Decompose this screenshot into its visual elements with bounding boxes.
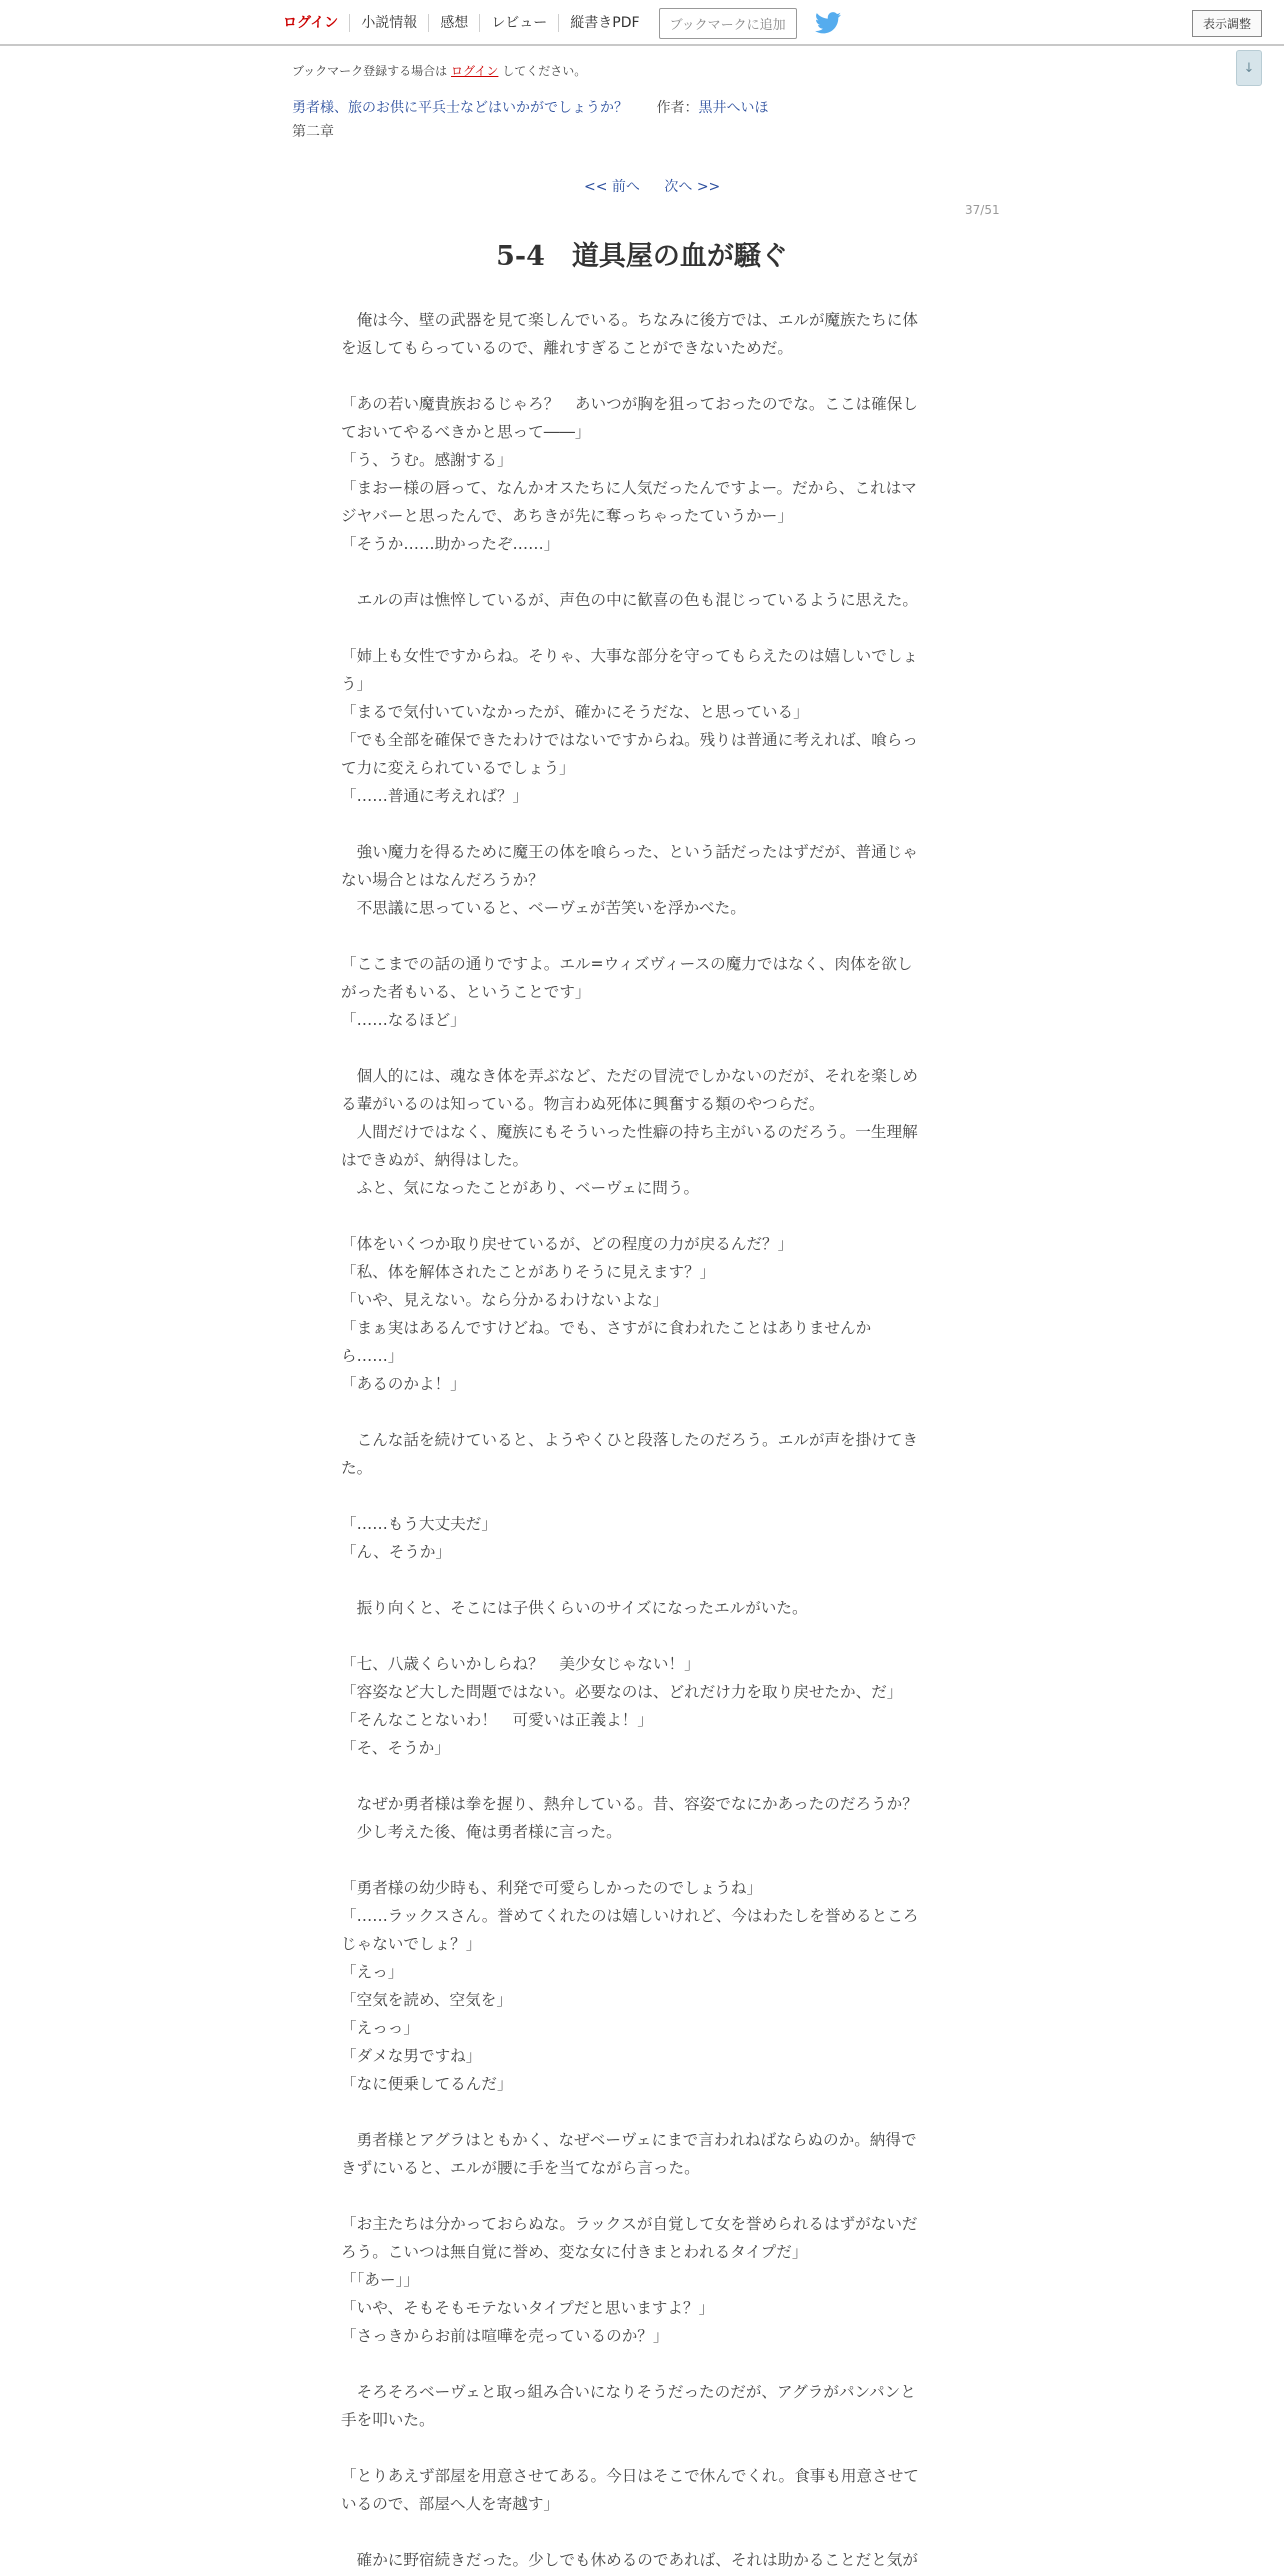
body-line: ろう。こいつは無自覚に誉め、変な女に付きまとわれるタイプだ」 [341, 2243, 808, 2261]
blank-line [341, 2434, 941, 2462]
blank-line [341, 1566, 941, 1594]
blank-line [341, 362, 941, 390]
blank-line [341, 810, 941, 838]
episode-counter: 37/51 [965, 203, 1000, 217]
body-line: 「まるで気付いていなかったが、確かにそうだな、と思っている」 [341, 703, 809, 721]
blank-line [341, 1482, 941, 1510]
body-line: 「ん、そうか」 [341, 1543, 452, 1561]
body-line: はできぬが、納得はした。 [341, 1151, 529, 1169]
nav-vertical-pdf-link[interactable]: 縦書きPDF [570, 15, 640, 31]
body-line: 「私、体を解体されたことがありそうに見えます？」 [341, 1263, 716, 1281]
body-line: 手を叩いた。 [341, 2411, 435, 2429]
body-line: 人間だけではなく、魔族にもそういった性癖の持ち主がいるのだろう。一生理解 [341, 1123, 918, 1141]
add-bookmark-button[interactable]: ブックマークに追加 [659, 8, 797, 39]
blank-line [341, 614, 941, 642]
body-line: 「……もう大丈夫だ」 [341, 1515, 497, 1533]
body-line: 「そんなことないわ！ 可愛いは正義よ！」 [341, 1711, 653, 1729]
body-line: そろそろベーヴェと取っ組み合いになりそうだったのだが、アグラがパンパンと [341, 2383, 916, 2401]
twitter-bird-icon[interactable] [815, 11, 843, 35]
body-line: 「あの若い魔貴族おるじゃろ？ あいつが胸を狙っておったのでな。ここは確保し [341, 395, 918, 413]
novel-title-link[interactable]: 勇者様、旅のお供に平兵士などはいかがでしょうか？ [292, 100, 628, 116]
blank-line [341, 2098, 941, 2126]
notice-login-link[interactable]: ログイン [451, 64, 499, 78]
body-line: 「勇者様の幼少時も、利発で可愛らしかったのでしょうね」 [341, 1879, 763, 1897]
body-line: 「……ラックスさん。誉めてくれたのは嬉しいけれど、今はわたしを誉めるところ [341, 1907, 919, 1925]
blank-line [341, 1202, 941, 1230]
body-line: なぜか勇者様は拳を握り、熱弁している。昔、容姿でなにかあったのだろうか？ [341, 1795, 918, 1813]
bookmark-login-notice [292, 62, 586, 79]
body-line: ない場合とはなんだろうか？ [341, 871, 544, 889]
scroll-down-arrow-icon[interactable]: ↓ [1236, 50, 1262, 86]
top-navigation-bar [0, 0, 1284, 46]
blank-line [341, 1034, 941, 1062]
body-line: て力に変えられているでしょう」 [341, 759, 575, 777]
body-line: ふと、気になったことがあり、ベーヴェに問う。 [341, 1179, 700, 1197]
blank-line [341, 2350, 941, 2378]
body-line: 「ダメな男ですね」 [341, 2047, 482, 2065]
body-line: 「でも全部を確保できたわけではないですからね。残りは普通に考えれば、喰らっ [341, 731, 918, 749]
body-line: 「七、八歳くらいかしらね？ 美少女じゃない！」 [341, 1655, 700, 1673]
body-line: 「体をいくつか取り戻せているが、どの程度の力が戻るんだ？」 [341, 1235, 794, 1253]
blank-line [341, 2518, 941, 2546]
blank-line [341, 1398, 941, 1426]
body-line: ら……」 [341, 1347, 404, 1365]
body-line: 「まぁ実はあるんですけどね。でも、さすがに食われたことはありませんか [341, 1319, 872, 1337]
body-line: た。 [341, 1459, 373, 1477]
nav-novel-info-link[interactable]: 小説情報 [350, 14, 429, 32]
display-settings-button[interactable]: 表示調整 [1192, 10, 1262, 37]
nav-impressions-link[interactable]: 感想 [429, 14, 480, 32]
body-line: 「ここまでの話の通りですよ。エル=ウィズヴィースの魔力ではなく、肉体を欲し [341, 955, 913, 973]
blank-line [341, 2182, 941, 2210]
blank-line [341, 922, 941, 950]
body-line: がった者もいる、ということです」 [341, 983, 591, 1001]
notice-text-after: してください。 [502, 64, 587, 78]
body-line: 「いや、見えない。なら分かるわけないよな」 [341, 1291, 669, 1309]
body-line: 「とりあえず部屋を用意させてある。今日はそこで休んでくれ。食事も用意させて [341, 2467, 919, 2485]
body-line: 「お主たちは分かっておらぬな。ラックスが自覚して女を誉められるはずがないだ [341, 2215, 918, 2233]
body-line: こんな話を続けていると、ようやくひと段落したのだろう。エルが声を掛けてき [341, 1431, 918, 1449]
body-line: 「……なるほど」 [341, 1011, 466, 1029]
body-line: ジヤバーと思ったんで、あちきが先に奪っちゃったていうかー」 [341, 507, 793, 525]
body-line: 不思議に思っていると、ベーヴェが苦笑いを浮かべた。 [341, 899, 746, 917]
body-line: 個人的には、魂なき体を弄ぶなど、ただの冒涜でしかないのだが、それを楽しめ [341, 1067, 918, 1085]
body-line: じゃないでしょ？」 [341, 1935, 482, 1953]
novel-info-line [292, 97, 768, 117]
episode-pager [584, 176, 720, 196]
body-line: 「空気を読め、空気を」 [341, 1991, 512, 2009]
body-line: 振り向くと、そこには子供くらいのサイズになったエルがいた。 [341, 1599, 808, 1617]
body-line: を返してもらっているので、離れすぎることができないためだ。 [341, 339, 793, 357]
body-line: る輩がいるのは知っている。物言わぬ死体に興奮する類のやつらだ。 [341, 1095, 825, 1113]
next-episode-link[interactable]: 次へ >> [664, 179, 721, 195]
body-line: 「……普通に考えれば？」 [341, 787, 529, 805]
body-line: 「う、うむ。感謝する」 [341, 451, 513, 469]
body-line: 「姉上も女性ですからね。そりゃ、大事な部分を守ってもらえたのは嬉しいでしょ [341, 647, 918, 665]
novel-body-text [341, 306, 941, 2574]
blank-line [341, 1622, 941, 1650]
body-line: 俺は今、壁の武器を見て楽しんでいる。ちなみに後方では、エルが魔族たちに体 [341, 311, 918, 329]
body-line: ておいてやるべきかと思って――」 [341, 423, 591, 441]
body-line: 「えっっ」 [341, 2019, 419, 2037]
body-line: 強い魔力を得るために魔王の体を喰らった、という話だったはずだが、普通じゃ [341, 843, 918, 861]
author-link[interactable]: 黒井へいほ [698, 100, 769, 116]
notice-text-before: ブックマーク登録する場合は [292, 64, 448, 78]
body-line: 確かに野宿続きだった。少しでも休めるのであれば、それは助かることだと気が [341, 2551, 918, 2569]
body-line: 「容姿など大した問題ではない。必要なのは、どれだけ力を取り戻せたか、だ」 [341, 1683, 903, 1701]
body-line: 勇者様とアグラはともかく、なぜベーヴェにまで言われねばならぬのか。納得で [341, 2131, 917, 2149]
body-line: 「さっきからお前は喧嘩を売っているのか？」 [341, 2327, 669, 2345]
body-line: 「「あー」」 [341, 2271, 419, 2289]
body-line: 「えっ」 [341, 1963, 404, 1981]
body-line: いるので、部屋へ人を寄越す」 [341, 2495, 560, 2513]
episode-title: 5-4 道具屋の血が騒ぐ [496, 241, 788, 272]
body-line: 「そうか……助かったぞ……」 [341, 535, 560, 553]
body-line: 「あるのかよ！」 [341, 1375, 466, 1393]
body-line: エルの声は憔悴しているが、声色の中に歓喜の色も混じっているように思えた。 [341, 591, 918, 609]
body-line: きずにいると、エルが腰に手を当てながら言った。 [341, 2159, 700, 2177]
body-line: 「そ、そうか」 [341, 1739, 450, 1757]
blank-line [341, 1846, 941, 1874]
prev-episode-link[interactable]: << 前へ [584, 179, 640, 195]
nav-login-link[interactable]: ログイン [272, 14, 350, 32]
blank-line [341, 1762, 941, 1790]
body-line: 「いや、そもそもモテないタイプだと思いますよ？」 [341, 2299, 715, 2317]
body-line: 「まおー様の唇って、なんかオスたちに人気だったんですよー。だから、これはマ [341, 479, 917, 497]
nav-review-link[interactable]: レビュー [480, 14, 559, 32]
body-line: 「なに便乗してるんだ」 [341, 2075, 513, 2093]
chapter-title: 第二章 [292, 124, 334, 140]
main-nav [272, 0, 843, 46]
body-line: 少し考えた後、俺は勇者様に言った。 [341, 1823, 622, 1841]
blank-line [341, 558, 941, 586]
author-label: 作者： [656, 100, 699, 116]
body-line: う」 [341, 675, 373, 693]
